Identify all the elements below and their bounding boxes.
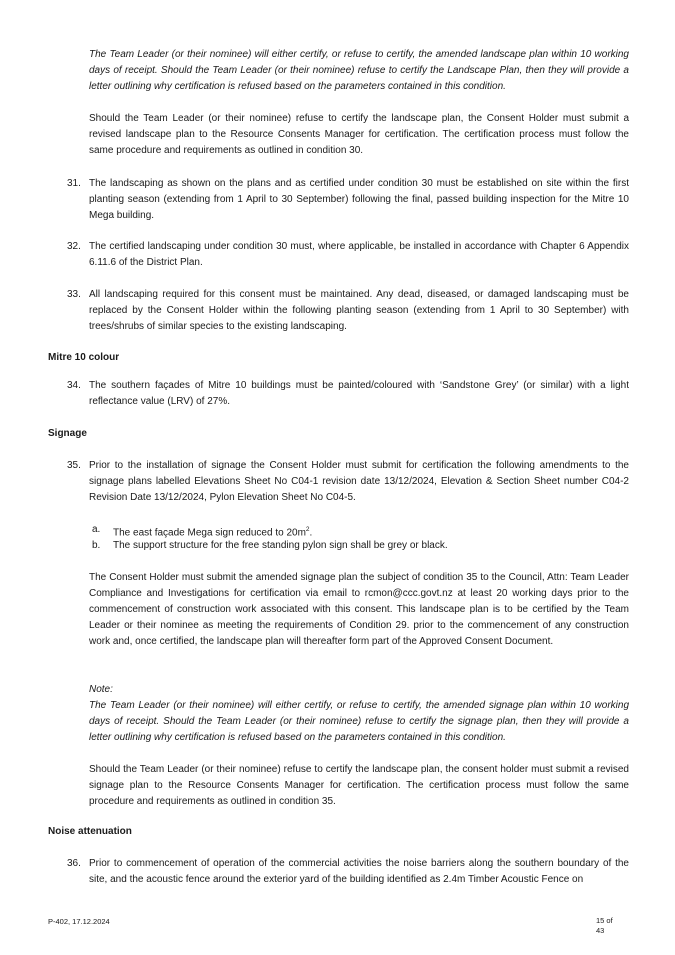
refusal-paragraph-signage: Should the Team Leader (or their nominee) refuse to certify the landscape plan, the consent holder must submit a revised signage plan to the Resource Consents Manager for certification. The certification process must follow the same procedure and requirements as outlined in condition 35. (89, 764, 629, 807)
condition-31-text: The landscaping as shown on the plans and as certified under condition 30 must be established on site within the first planting season (extending from 1 April to 30 September) following the final, passed building inspection for the Mitre 10 Mega building. (89, 178, 629, 221)
sub-item-b-text: The support structure for the free standing pylon sign shall be grey or black. (113, 540, 448, 551)
footer-page-number: 15 of 43 (596, 916, 613, 935)
sub-item-a-text: The east façade Mega sign reduced to $20m^2$. (113, 526, 313, 539)
condition-35-text: Prior to the installation of signage the Consent Holder must submit for certification the following amendments to the signage plans labelled Elevations Sheet No C04-1 revision date 13/12/2024, Elevation & Section Sheet number C04-2 Revision Date 13/12/2024, Pylon Elevation Sheet No C04-5. (89, 460, 629, 503)
condition-34-text: The southern façades of Mitre 10 buildings must be painted/coloured with ‘Sandstone Grey’ (or similar) with a light reflectance value (LRV) of 27%. (89, 380, 629, 407)
note-paragraph-landscape: The Team Leader (or their nominee) will either certify, or refuse to certify, the amended landscape plan within 10 working days of receipt. Should the Team Leader (or their nominee) refuse to certify the Landscape Plan, then they will provide a letter outlining why certification is refused based on the parameters contained in this condition. (89, 49, 629, 92)
refusal-paragraph-landscape: Should the Team Leader (or their nominee) refuse to certify the landscape plan, the Consent Holder must submit a revised landscape plan to the Resource Consents Manager for certification. The certification process must follow the same procedure and requirements as outlined in condition 30. (89, 113, 629, 156)
sub-item-b-label: b. (92, 540, 101, 551)
item-number-32: 32. (67, 241, 81, 252)
item-number-33: 33. (67, 289, 81, 300)
sub-item-a-label: a. (92, 524, 101, 535)
item-number-34: 34. (67, 380, 81, 391)
footer-document-ref: P-402, 17.12.2024 (48, 917, 110, 926)
item-number-31: 31. (67, 178, 81, 189)
item-number-36: 36. (67, 858, 81, 869)
condition-36-text: Prior to commencement of operation of the commercial activities the noise barriers along the southern boundary of the site, and the acoustic fence around the exterior yard of the building identified as 2.4m Timber Acoustic Fence on (89, 858, 629, 885)
item-number-35: 35. (67, 460, 81, 471)
condition-33-text: All landscaping required for this consent must be maintained. Any dead, diseased, or damaged landscaping must be replaced by the Consent Holder within the following planting season (extending from 1 April to 30 September) with trees/shrubs of similar species to the existing landscaping. (89, 289, 629, 332)
condition-32-text: The certified landscaping under condition 30 must, where applicable, be installed in accordance with Chapter 6 Appendix 6.11.6 of the District Plan. (89, 241, 629, 268)
submission-paragraph-signage: The Consent Holder must submit the amended signage plan the subject of condition 35 to the Council, Attn: Team Leader Compliance and Investigations for certification via email to rcmon@ccc.govt.nz at least 20 working days prior to the commencement of construction work associated with this consent. This landscape plan is to be certified by the Team Leader or their nominee as meeting the requirements of Condition 29. prior to the commencement of any construction work and, once certified, the landscape plan will thereafter form part of the Approved Consent Document. (89, 572, 629, 647)
note-paragraph-signage: The Team Leader (or their nominee) will either certify, or refuse to certify, the amended signage plan within 10 working days of receipt. Should the Team Leader (or their nominee) refuse to certify the signage plan, then they will provide a letter outlining why certification is refused based on the parameters contained in this condition. (89, 700, 629, 743)
heading-mitre-colour: Mitre 10 colour (48, 352, 120, 363)
heading-noise-attenuation: Noise attenuation (48, 826, 132, 837)
heading-signage: Signage (48, 428, 87, 439)
note-label: Note: (89, 684, 113, 695)
